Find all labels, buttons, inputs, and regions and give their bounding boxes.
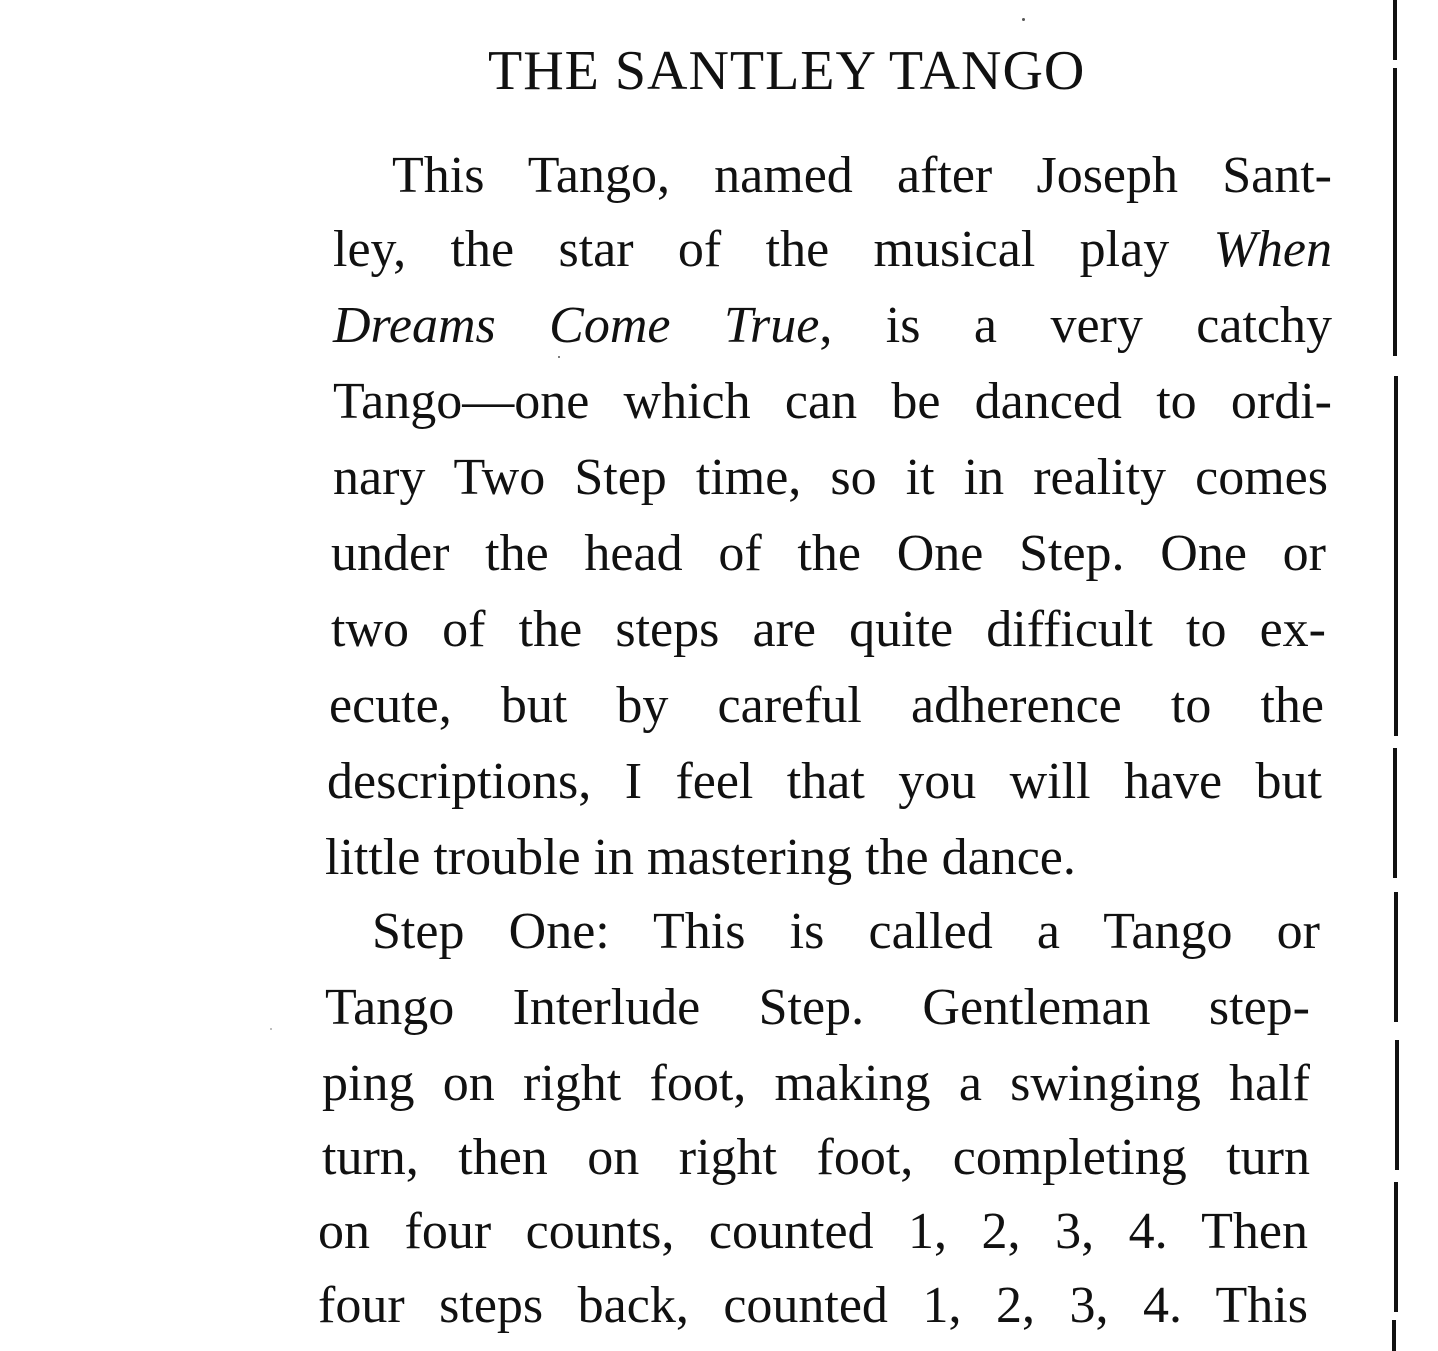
paragraph-1-line-7: two of the steps are quite difficult to ex- <box>331 601 1326 658</box>
paragraph-1-line-9: descriptions, I feel that you will have but <box>327 753 1322 810</box>
paragraph-2-line-2: Tango Interlude Step. Gentleman step- <box>325 979 1310 1036</box>
page-edge-line <box>1394 892 1398 1022</box>
paragraph-1-line-3-text: , is a very catchy <box>819 297 1332 354</box>
paragraph-1-line-2 <box>333 220 1332 280</box>
page-edge-line <box>1393 68 1397 356</box>
paragraph-1-line-8: ecute, but by careful adherence to the <box>329 677 1324 734</box>
paragraph-1-line-2-text: ley, the star of the musical play <box>333 221 1214 278</box>
page-edge-line <box>1394 376 1398 736</box>
print-speck <box>270 1028 272 1030</box>
page-title: THE SANTLEY TANGO <box>488 40 1086 102</box>
paragraph-1-line-4: Tango—one which can be danced to ordi- <box>333 373 1332 430</box>
page-edge-line <box>1393 748 1397 878</box>
play-title-part-2: Dreams Come True <box>333 297 820 354</box>
paragraph-2-line-5: on four counts, counted 1, 2, 3, 4. Then <box>318 1203 1308 1260</box>
paragraph-2-line-3: ping on right foot, making a swinging half <box>322 1055 1310 1112</box>
print-speck <box>1022 18 1025 21</box>
print-speck <box>558 356 560 358</box>
paragraph-1-line-5: nary Two Step time, so it in reality comes <box>333 449 1328 506</box>
paragraph-1-line-1: This Tango, named after Joseph Sant- <box>392 147 1332 204</box>
page-edge-line <box>1393 0 1397 60</box>
paragraph-1-line-6: under the head of the One Step. One or <box>331 525 1326 582</box>
paragraph-2-line-4: turn, then on right foot, completing turn <box>322 1129 1310 1186</box>
page-edge-line <box>1394 1182 1398 1312</box>
paragraph-1-line-10: little trouble in mastering the dance. <box>325 829 1076 886</box>
page-edge-line <box>1392 1320 1396 1351</box>
page-edge-line <box>1395 1040 1399 1170</box>
paragraph-1-line-3 <box>333 296 1332 356</box>
paragraph-2-line-1: Step One: This is called a Tango or <box>372 903 1320 960</box>
play-title-part-1: When <box>1213 221 1332 278</box>
paragraph-2-line-6: four steps back, counted 1, 2, 3, 4. This <box>318 1277 1308 1334</box>
